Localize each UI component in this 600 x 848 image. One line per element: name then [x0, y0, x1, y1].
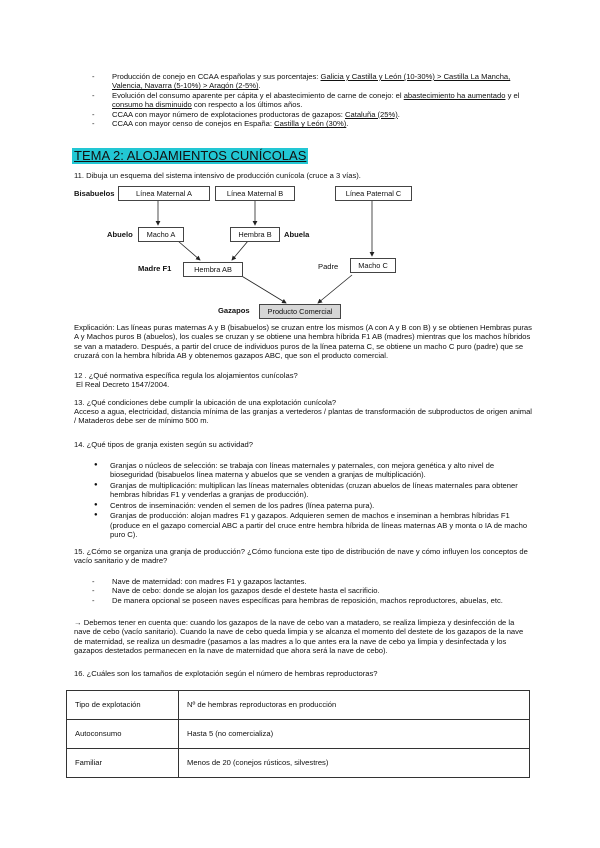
label-bisabuelos: Bisabuelos: [74, 189, 115, 198]
question-13: 13. ¿Qué condiciones debe cumplir la ubicación de una explotación cunícola?: [74, 398, 337, 407]
list-item: - De manera opcional se poseen naves específicas para hembras de reposición, machos reproductores, abuelas, etc.: [92, 596, 532, 605]
list-item: ● Centros de inseminación: venden el semen de los padres (línea paterna pura).: [90, 501, 532, 510]
label-abuela: Abuela: [284, 230, 310, 239]
box-macho-a: Macho A: [138, 227, 184, 242]
answer-15-list: [92, 577, 532, 605]
box-hembra-b: Hembra B: [230, 227, 280, 242]
list-item: ● Granjas de multiplicación: multiplican las líneas maternales obtenidas (cruzan abuelos de líneas maternales para obtener hembras híbridas F1 y venderlas a granjas de producción).: [90, 481, 532, 500]
table-header-cell: Tipo de explotación: [67, 691, 179, 720]
list-item: - Producción de conejo en CCAA españolas y sus porcentajes: Galicia y Castilla y León (10-30%) > Castilla La Mancha, Valencia, Navarra (5-10%) > Aragón (2-5%).: [92, 72, 530, 91]
section-title: TEMA 2: ALOJAMIENTOS CUNÍCOLAS: [74, 148, 307, 163]
box-linea-maternal-b: Línea Maternal B: [215, 186, 295, 201]
list-item: ● Granjas o núcleos de selección: se trabaja con líneas maternales y paternales, con mejora genética y alto nivel de bioseguridad (bisabuelos línea materna y abuelos que se venden a granjas de multiplicación).: [90, 461, 532, 480]
question-12: 12 . ¿Qué normativa específica regula los alojamientos cunícolas?: [74, 371, 298, 380]
table-row: [67, 720, 530, 749]
table-cell: Menos de 20 (conejos rústicos, silvestres): [179, 749, 530, 778]
box-producto-comercial: Producto Comercial: [259, 304, 341, 319]
question-16: 16. ¿Cuáles son los tamaños de explotación según el número de hembras reproductoras?: [74, 669, 378, 678]
table-header-row: [67, 691, 530, 720]
answer-12: El Real Decreto 1547/2004.: [76, 380, 170, 389]
list-item: - Evolución del consumo aparente per cápita y el abastecimiento de carne de conejo: el abastecimiento ha aumentado y el consumo ha disminuido con respecto a los últimos años.: [92, 91, 530, 110]
list-item: - CCAA con mayor censo de conejos en España: Castilla y León (30%).: [92, 119, 530, 128]
question-11: 11. Dibuja un esquema del sistema intensivo de producción cunícola (cruce a 3 vías).: [74, 171, 361, 180]
question-15: 15. ¿Cómo se organiza una granja de producción? ¿Cómo funciona este tipo de distribución de nave y cómo influyen los conceptos de vacío sanitario y de madre?: [74, 547, 528, 566]
list-item: - Nave de cebo: donde se alojan los gazapos desde el destete hasta el sacrificio.: [92, 586, 532, 595]
answer-14-list: [90, 461, 532, 541]
box-hembra-ab: Hembra AB: [183, 262, 243, 277]
table-cell: Hasta 5 (no comercializa): [179, 720, 530, 749]
label-abuelo: Abuelo: [107, 230, 133, 239]
nota-text: → Debemos tener en cuenta que: cuando los gazapos de la nave de cebo van a matadero, se realiza limpieza y desinfección de la nave de cebo (vacío sanitario). Cuando la nave de cebo queda limpia y se alcanza el momento del destete de los gazapos de la nave de maternidad, se realiza un desmadre (pasamos a las madres a lo que antes era la nave de cebo ya limpia y desinfectada y los gazapos destetados permanecen en la nave de maternidad que ahora será la nave de cebo).: [74, 618, 524, 656]
explotacion-table: [66, 690, 530, 778]
list-item: ● Granjas de producción: alojan madres F1 y gazapos. Adquieren semen de machos e inseminan a hembras híbridas F1 (produce en el gazapo comercial ABC a partir del cruce entre hembra híbrida de líneas maternas AB y monta o IA de macho puro C).: [90, 511, 532, 539]
table-header-cell: Nº de hembras reproductoras en producción: [179, 691, 530, 720]
label-padre: Padre: [318, 262, 339, 271]
box-linea-maternal-a: Línea Maternal A: [118, 186, 210, 201]
diagram-arrows: [0, 0, 600, 330]
table-row: [67, 749, 530, 778]
label-madre-f1: Madre F1: [138, 264, 172, 273]
production-diagram: [0, 0, 600, 330]
table-cell: Autoconsumo: [67, 720, 179, 749]
arrow-c-to-gazapos: [318, 275, 352, 303]
list-item: - CCAA con mayor número de explotaciones productoras de gazapos: Cataluña (25%).: [92, 110, 530, 119]
explicacion-text: Explicación: Las líneas puras maternas A y B (bisabuelos) se cruzan entre los mismos (A con A y B con B) y se obtienen Hembras puras A y Machos puros B (abuelos), los cuales se cruzan y se obtiene una hembra híbrida F1 AB (madres) mientras que los machos híbridos se van a matadero. Después, a partir del cruce de individuos puros de la línea paterna C, se obtiene un macho C puro (padre) que se cruzará con la hembra híbrida AB y obtenemos gazapos ABC, que son el producto comercial.: [74, 323, 532, 361]
arrow-hembra-to-ab: [232, 241, 248, 260]
answer-13: Acceso a agua, electricidad, distancia mínima de las granjas a vertederos / plantas de transformación de subproductos de origen animal / Mataderos debe ser de mínimo 500 m.: [74, 407, 532, 426]
box-macho-c: Macho C: [350, 258, 396, 273]
box-linea-paternal-c: Línea Paternal C: [335, 186, 412, 201]
label-gazapos: Gazapos: [218, 306, 250, 315]
list-item: - Nave de maternidad: con madres F1 y gazapos lactantes.: [92, 577, 532, 586]
arrow-macho-to-ab: [178, 241, 200, 260]
arrow-ab-to-gazapos: [240, 275, 286, 303]
table-cell: Familiar: [67, 749, 179, 778]
question-14: 14. ¿Qué tipos de granja existen según su actividad?: [74, 440, 253, 449]
